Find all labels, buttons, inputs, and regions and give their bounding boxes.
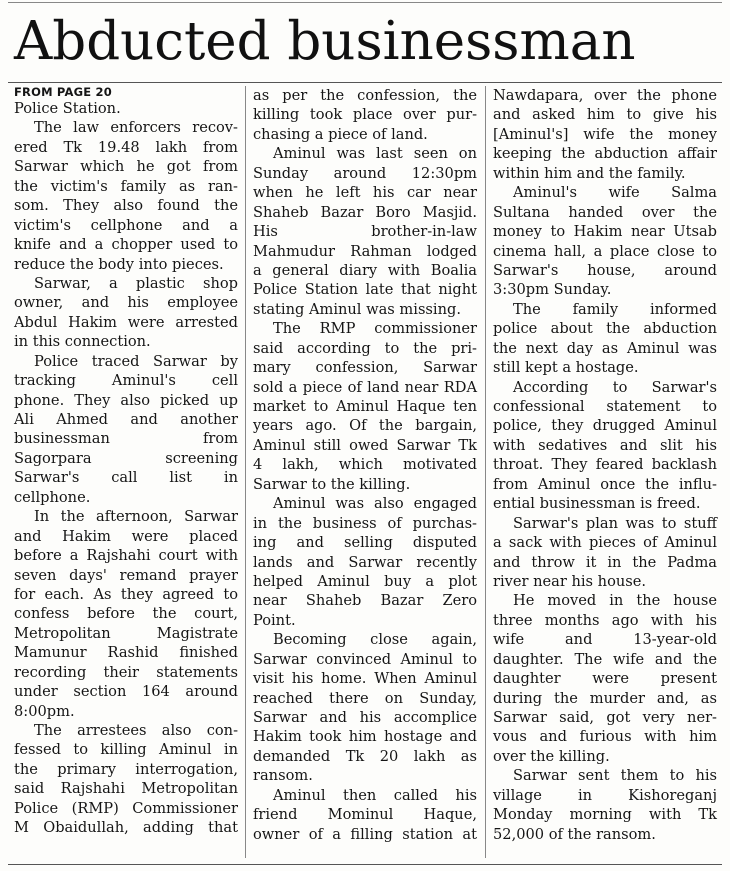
text-line: Hakim took him hostage and	[253, 728, 477, 746]
text-line: 3:30pm Sunday.	[493, 281, 612, 299]
text-line: Metropolitan Magistrate	[14, 624, 238, 642]
text-line: Becoming close again,	[273, 631, 477, 649]
text-line: said Rajshahi Metropolitan	[14, 780, 238, 798]
text-line: and throw it in the Padma	[493, 553, 717, 571]
text-line: in the business of purchas-	[253, 514, 477, 532]
text-line: Sarwar said, got very ner-	[493, 709, 717, 726]
text-line: over the killing.	[493, 747, 610, 765]
text-line: Sarwar sent them to his	[513, 767, 717, 785]
text-line: [Aminul's] wife the money	[493, 125, 717, 143]
text-line: Aminul's wife Salma	[513, 184, 717, 202]
text-line: Sarwar convinced Aminul to	[253, 650, 477, 668]
text-line: as per the confession, the	[253, 87, 477, 104]
column-3-text	[493, 86, 717, 844]
text-line: knife and a chopper used to	[14, 236, 238, 254]
text-line: sold a piece of land near RDA	[253, 378, 477, 396]
text-line: daughter. The wife and the	[493, 650, 717, 668]
text-line: Monday morning with Tk	[493, 806, 717, 824]
text-line: Mahmudur Rahman lodged	[253, 242, 477, 260]
article-column-2	[253, 86, 477, 844]
text-line: Police traced Sarwar by	[34, 352, 238, 370]
text-line: Sarwar to the killing.	[253, 475, 411, 493]
column-1-text	[14, 99, 238, 838]
text-line: Police Station late that night	[253, 281, 477, 299]
text-line: a sack with pieces of Aminul	[493, 534, 717, 552]
text-line: Sagorpara screening	[14, 449, 238, 467]
text-line: cinema hall, a place close to	[493, 242, 717, 260]
text-line: chasing a piece of land.	[253, 125, 428, 143]
text-line: near Shaheb Bazar Zero	[253, 592, 477, 610]
text-line: still kept a hostage.	[493, 359, 639, 377]
text-line: Sultana handed over the	[493, 203, 717, 221]
text-line: lands and Sarwar recently	[253, 553, 477, 571]
text-line: 4 lakh, which motivated	[253, 456, 477, 474]
text-line: Sarwar's house, around	[493, 261, 717, 279]
text-line: Shaheb Bazar Boro Masjid.	[253, 203, 477, 221]
text-line: reduce the body into pieces.	[14, 255, 224, 273]
headline-rule	[8, 82, 722, 83]
text-line: before a Rajshahi court with	[14, 547, 238, 565]
text-line: stating Aminul was missing.	[253, 300, 461, 318]
text-line: businessman from	[14, 430, 238, 448]
text-line: M Obaidullah, adding that	[14, 819, 238, 837]
text-line: Abdul Hakim were arrested	[14, 313, 238, 331]
top-rule	[8, 2, 722, 3]
text-line: under section 164 around	[14, 683, 238, 701]
text-line: demanded Tk 20 lakh as	[253, 747, 477, 765]
text-line: the victim's family as ran-	[14, 177, 238, 195]
text-line: The law enforcers recov-	[34, 119, 238, 137]
text-line: Sarwar, a plastic shop	[34, 274, 238, 292]
column-divider	[245, 86, 246, 858]
text-line: Mamunur Rashid finished	[14, 644, 238, 662]
text-line: and asked him to give his	[493, 106, 717, 124]
text-line: daughter were present	[493, 670, 717, 688]
text-line: three months ago with his	[493, 611, 717, 629]
text-line: Police (RMP) Commissioner	[14, 799, 238, 817]
text-line: visit his home. When Aminul	[253, 670, 477, 688]
text-line: money to Hakim near Utsab	[493, 223, 717, 241]
text-line: cellphone.	[14, 488, 91, 506]
text-line: river near his house.	[493, 572, 647, 590]
text-line: recording their statements	[14, 663, 238, 681]
text-line: His brother-in-law	[253, 223, 477, 241]
text-line: Sunday around 12:30pm	[253, 164, 477, 182]
text-line: Sarwar and his accomplice	[253, 709, 477, 726]
text-line: police about the abduction	[493, 320, 717, 338]
text-line: The arrestees also con-	[34, 722, 238, 739]
text-line: The family informed	[513, 300, 717, 318]
text-line: According to Sarwar's	[513, 378, 717, 396]
text-line: The RMP commissioner	[273, 320, 477, 338]
text-line: He moved in the house	[513, 592, 717, 610]
jump-kicker: FROM PAGE 20	[14, 85, 112, 99]
text-line: killing took place over pur-	[253, 106, 477, 124]
text-line: victim's cellphone and a	[14, 216, 238, 234]
text-line: ransom.	[253, 767, 313, 785]
text-line: police, they drugged Aminul	[493, 417, 717, 435]
text-line: tracking Aminul's cell	[14, 372, 238, 390]
column-divider	[485, 86, 486, 858]
text-line: village in Kishoreganj	[493, 786, 717, 804]
column-2-text	[253, 86, 477, 844]
text-line: Point.	[253, 611, 296, 629]
text-line: reached there on Sunday,	[253, 689, 477, 707]
text-line: Ali Ahmed and another	[14, 411, 238, 428]
article-column-1	[14, 86, 238, 838]
text-line: Sarwar's call list in	[14, 469, 238, 487]
text-line: wife and 13-year-old	[493, 631, 717, 649]
text-line: when he left his car near	[253, 184, 477, 202]
text-line: Sarwar which he got from	[14, 158, 238, 176]
text-line: phone. They also picked up	[14, 391, 238, 409]
text-line: for each. As they agreed to	[14, 585, 238, 603]
text-line: Aminul still owed Sarwar Tk	[253, 436, 477, 454]
text-line: confess before the court,	[14, 605, 238, 623]
text-line: the next day as Aminul was	[493, 339, 717, 357]
text-line: 8:00pm.	[14, 702, 75, 720]
text-line: and Hakim were placed	[14, 527, 238, 545]
text-line: with sedatives and slit his	[493, 436, 717, 454]
text-line: helped Aminul buy a plot	[253, 572, 477, 590]
text-line: ing and selling disputed	[253, 534, 477, 552]
bottom-rule	[8, 864, 722, 865]
text-line: from Aminul once the influ-	[493, 475, 717, 493]
text-line: years ago. Of the bargain,	[253, 417, 477, 435]
text-line: within him and the family.	[493, 164, 686, 182]
text-line: Sarwar's plan was to stuff	[513, 514, 717, 532]
text-line: during the murder and, as	[493, 689, 717, 707]
text-line: Aminul was also engaged	[273, 495, 477, 513]
text-line: owner of a filling station at	[253, 825, 477, 843]
text-line: 52,000 of the ransom.	[493, 825, 656, 843]
text-line: Police Station.	[14, 100, 121, 117]
text-line: market to Aminul Haque ten	[253, 398, 477, 415]
text-line: Aminul was last seen on	[273, 145, 477, 163]
text-line: in this connection.	[14, 333, 151, 351]
text-line: In the afternoon, Sarwar	[34, 508, 238, 526]
text-line: Nawdapara, over the phone	[493, 87, 717, 104]
text-line: friend Mominul Haque,	[253, 806, 477, 824]
text-line: ered Tk 19.48 lakh from	[14, 138, 238, 156]
article-column-3	[493, 86, 717, 844]
text-line: confessional statement to	[493, 398, 717, 415]
text-line: ential businessman is freed.	[493, 495, 701, 513]
text-line: seven days' remand prayer	[14, 566, 238, 584]
text-line: throat. They feared backlash	[493, 456, 717, 474]
text-line: mary confession, Sarwar	[253, 359, 477, 377]
text-line: keeping the abduction affair	[493, 145, 717, 163]
text-line: fessed to killing Aminul in	[14, 741, 238, 759]
text-line: said according to the pri-	[253, 339, 477, 357]
text-line: som. They also found the	[14, 197, 238, 215]
text-line: owner, and his employee	[14, 294, 238, 312]
text-line: Aminul then called his	[273, 786, 477, 804]
text-line: a general diary with Boalia	[253, 261, 477, 279]
text-line: the primary interrogation,	[14, 760, 238, 778]
headline: Abducted businessman	[14, 11, 636, 72]
text-line: vous and furious with him	[493, 728, 717, 746]
